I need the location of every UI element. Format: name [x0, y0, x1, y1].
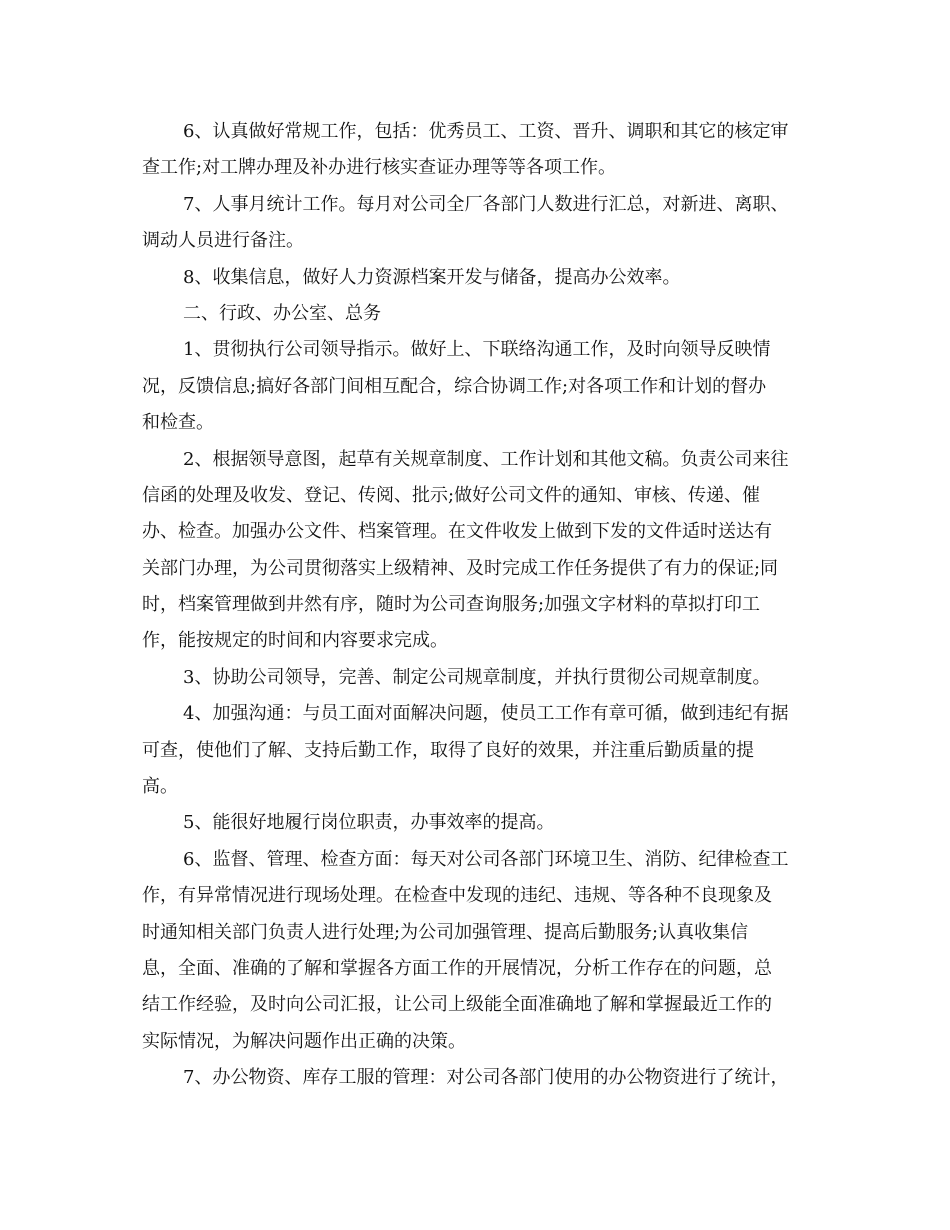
text-line: 8、收集信息，做好人力资源档案开发与储备，提高办公效率。 [183, 266, 681, 288]
text-line: 作，有异常情况进行现场处理。在检查中发现的违纪、违规、等各种不良现象及 [142, 885, 772, 907]
text-line: 4、加强沟通：与员工面对面解决问题，使员工工作有章可循，做到违纪有据 [183, 703, 789, 725]
text-line: 可查，使他们了解、支持后勤工作，取得了良好的效果，并注重后勤质量的提 [142, 739, 754, 761]
text-line: 6、认真做好常规工作，包括：优秀员工、工资、晋升、调职和其它的核定审 [183, 121, 789, 142]
text-line: 作，能按规定的时间和内容要求完成。 [142, 630, 448, 652]
text-line: 2、根据领导意图，起草有关规章制度、工作计划和其他文稿。负责公司来往 [183, 448, 789, 470]
text-line: 1、贯彻执行公司领导指示。做好上、下联络沟通工作，及时向领导反映情 [183, 339, 771, 361]
text-line: 办、检查。加强办公文件、档案管理。在文件收发上做到下发的文件适时送达有 [142, 521, 772, 543]
text-line: 关部门办理，为公司贯彻落实上级精神、及时完成工作任务提供了有力的保证;同 [142, 557, 779, 579]
text-line: 6、监督、管理、检查方面：每天对公司各部门环境卫生、消防、纪律检查工 [183, 848, 789, 870]
text-line: 3、协助公司领导，完善、制定公司规章制度，并执行贯彻公司规章制度。 [183, 666, 771, 688]
text-line: 5、能很好地履行岗位职责，办事效率的提高。 [183, 812, 555, 834]
text-line: 息，全面、准确的了解和掌握各方面工作的开展情况，分析工作存在的问题，总 [142, 957, 772, 979]
text-line: 时，档案管理做到井然有序，随时为公司查询服务;加强文字材料的草拟打印工 [142, 594, 761, 616]
text-line: 和检查。 [142, 412, 214, 434]
text-line: 7、办公物资、库存工服的管理：对公司各部门使用的办公物资进行了统计， [183, 1067, 789, 1089]
text-line: 二、行政、办公室、总务 [183, 302, 381, 324]
text-line: 况，反馈信息;搞好各部门间相互配合，综合协调工作;对各项工作和计划的督办 [142, 375, 767, 397]
document-body [142, 114, 812, 1097]
text-line: 信函的处理及收发、登记、传阅、批示;做好公司文件的通知、审核、传递、催 [142, 484, 761, 506]
text-line: 高。 [142, 776, 178, 798]
text-line: 查工作;对工牌办理及补办进行核实查证办理等等各项工作。 [142, 157, 617, 179]
text-line: 结工作经验，及时向公司汇报，让公司上级能全面准确地了解和掌握最近工作的 [142, 994, 772, 1016]
text-line: 7、人事月统计工作。每月对公司全厂各部门人数进行汇总，对新进、离职、 [183, 193, 789, 215]
text-line: 实际情况，为解决问题作出正确的决策。 [142, 1030, 466, 1052]
text-line: 时通知相关部门负责人进行处理;为公司加强管理、提高后勤服务;认真收集信 [142, 921, 749, 943]
text-line: 调动人员进行备注。 [142, 230, 304, 252]
